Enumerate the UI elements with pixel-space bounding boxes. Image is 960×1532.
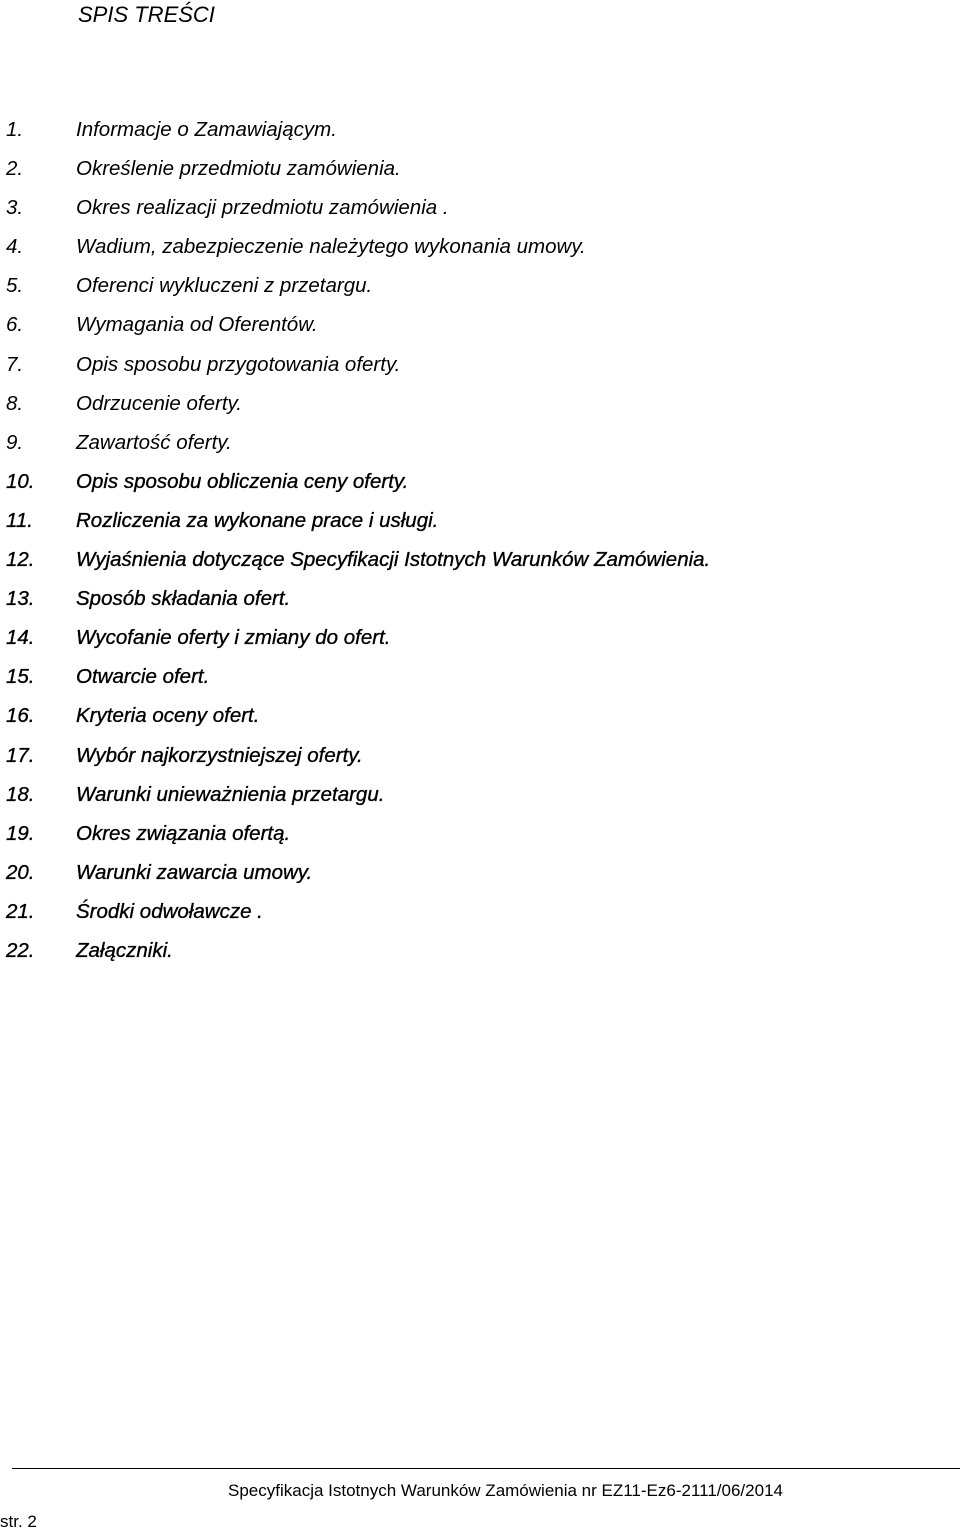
toc-item-number: 3. [6, 196, 24, 220]
toc-item [6, 901, 710, 940]
toc-item-text: Opis sposobu obliczenia ceny oferty. [76, 469, 409, 493]
toc-item [6, 549, 710, 588]
toc-item-text: Wybór najkorzystniejszej oferty. [76, 743, 363, 767]
toc-item-number: 10. [6, 469, 35, 493]
toc-item [6, 158, 710, 197]
toc-item-text: Okres związania ofertą. [76, 821, 291, 845]
toc-item-text: Wadium, zabezpieczenie należytego wykonania umowy. [76, 235, 586, 259]
toc-item-number: 7. [6, 352, 24, 376]
toc-item-number: 2. [6, 157, 24, 181]
toc-item [6, 823, 710, 862]
toc-item-number: 11. [6, 508, 33, 532]
toc-item-text: Sposób składania ofert. [76, 587, 291, 611]
toc-title: SPIS TREŚCI [78, 2, 215, 27]
toc-item [6, 314, 710, 353]
toc-item [6, 705, 710, 744]
toc-item-text: Oferenci wykluczeni z przetargu. [76, 274, 373, 298]
toc-item-number: 12. [6, 548, 35, 572]
toc-item-number: 8. [6, 391, 24, 415]
toc-item [6, 432, 710, 471]
toc-item-number: 6. [6, 313, 24, 337]
toc-item-text: Rozliczenia za wykonane prace i usługi. [76, 508, 439, 532]
toc-item-number: 20. [6, 860, 35, 884]
toc-item [6, 471, 710, 510]
toc-item-number: 1. [6, 118, 24, 141]
toc-item [6, 119, 710, 158]
toc-item-number: 22. [6, 938, 35, 962]
toc-item [6, 275, 710, 314]
toc-item [6, 354, 710, 393]
toc-item-number: 4. [6, 235, 24, 259]
toc-item [6, 862, 710, 901]
toc-item-text: Warunki zawarcia umowy. [76, 860, 313, 884]
toc-item [6, 666, 710, 705]
toc-item [6, 510, 710, 549]
toc-item-number: 13. [6, 587, 35, 611]
toc-item-text: Warunki unieważnienia przetargu. [76, 782, 385, 806]
toc-item [6, 627, 710, 666]
toc-item-number: 17. [6, 743, 35, 767]
toc-item-number: 18. [6, 782, 35, 806]
toc-item-number: 9. [6, 430, 24, 454]
toc-item-text: Okres realizacji przedmiotu zamówienia . [76, 196, 449, 220]
toc-item [6, 784, 710, 823]
toc-item-text: Otwarcie ofert. [76, 665, 210, 689]
toc-item-text: Informacje o Zamawiającym. [76, 118, 337, 141]
toc-item-text: Zawartość oferty. [76, 430, 232, 454]
toc-item [6, 393, 710, 432]
toc-item-number: 16. [6, 704, 35, 728]
toc-item-text: Załączniki. [76, 938, 173, 962]
toc-item-number: 21. [6, 899, 35, 923]
table-of-contents [6, 119, 710, 979]
toc-item-text: Kryteria oceny ofert. [76, 704, 260, 728]
toc-item-number: 14. [6, 626, 35, 650]
toc-item-text: Określenie przedmiotu zamówienia. [76, 157, 401, 181]
page-footer: Specyfikacja Istotnych Warunków Zamówienia nr EZ11-Ez6-2111/06/2014 [228, 1481, 783, 1500]
toc-item-text: Środki odwoławcze . [76, 899, 263, 923]
toc-item [6, 588, 710, 627]
toc-item-number: 5. [6, 274, 24, 298]
toc-item [6, 940, 710, 979]
page-number: str. 2 [0, 1512, 37, 1531]
toc-item [6, 197, 710, 236]
toc-item-text: Odrzucenie oferty. [76, 391, 242, 415]
toc-item-number: 19. [6, 821, 35, 845]
toc-item-number: 15. [6, 665, 35, 689]
toc-item-text: Wycofanie oferty i zmiany do ofert. [76, 626, 391, 650]
toc-item-text: Wymagania od Oferentów. [76, 313, 318, 337]
footer-divider [12, 1468, 960, 1469]
toc-item-text: Opis sposobu przygotowania oferty. [76, 352, 401, 376]
toc-item-text: Wyjaśnienia dotyczące Specyfikacji Istotnych Warunków Zamówienia. [76, 548, 711, 572]
toc-item [6, 745, 710, 784]
toc-item [6, 236, 710, 275]
